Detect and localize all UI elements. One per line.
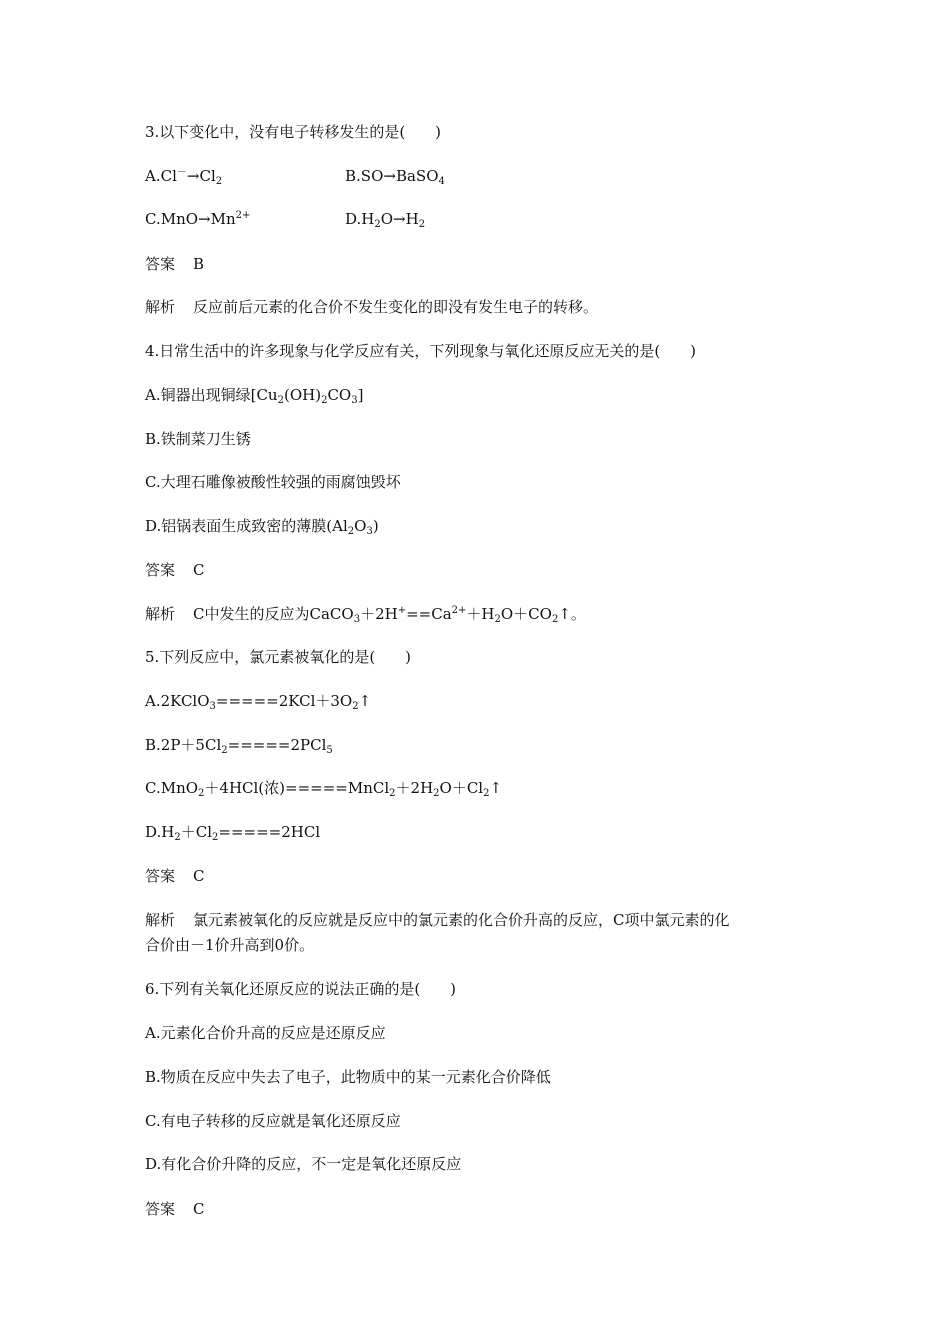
question-5-option-b: $B.2P+5Cl_2=====2PCl_5$ xyxy=(145,736,333,756)
question-3-options-cd xyxy=(145,208,745,230)
question-3-options-ab xyxy=(145,165,745,187)
question-5-option-a: $A.2KClO_3=====2KCl+3O_2↑$ xyxy=(145,692,372,712)
option-c: $C.MnO\to Mn^{2+}$ xyxy=(145,210,251,228)
question-6-option-a: A.元素化合价升高的反应是还原反应 xyxy=(145,1024,386,1042)
question-5-answer: 答案 C xyxy=(145,867,205,885)
option-b: B.SO→BaSO$_4$ xyxy=(345,167,445,187)
question-5-option-c: C.MnO$_2$＋4HCl(浓)$=====MnCl_2+2H_2O+Cl_2↑$ xyxy=(145,779,503,799)
question-4-option-a: A.铜器出现铜绿$[Cu_2(OH)_2CO_3]$ xyxy=(145,386,364,406)
question-3-answer: 答案 B xyxy=(145,255,205,273)
question-5-analysis-line-2: 合价由－1价升高到0价。 xyxy=(145,936,315,954)
question-4-stem: 4.日常生活中的许多现象与化学反应有关，下列现象与氧化还原反应无关的是( ) xyxy=(145,342,697,360)
question-6-stem: 6.下列有关氧化还原反应的说法正确的是( ) xyxy=(145,980,457,998)
question-6-option-d: D.有化合价升降的反应，不一定是氧化还原反应 xyxy=(145,1155,462,1173)
question-3-stem: 3.以下变化中，没有电子转移发生的是( ) xyxy=(145,123,442,141)
question-4-option-b: B.铁制菜刀生锈 xyxy=(145,430,251,448)
question-4-option-c: C.大理石雕像被酸性较强的雨腐蚀毁坏 xyxy=(145,473,401,491)
question-6-option-b: B.物质在反应中失去了电子，此物质中的某一元素化合价降低 xyxy=(145,1068,551,1086)
question-6-option-c: C.有电子转移的反应就是氧化还原反应 xyxy=(145,1112,401,1130)
question-4-answer: 答案 C xyxy=(145,561,205,579)
question-4-option-d: D.铝锅表面生成致密的薄膜$(Al_2O_3)$ xyxy=(145,517,379,537)
question-5-option-d: $D.H_2+Cl_2=====2HCl$ xyxy=(145,823,321,843)
question-5-analysis-line-1: 解析 氯元素被氧化的反应就是反应中的氯元素的化合价升高的反应，C项中氯元素的化 xyxy=(145,911,730,929)
question-4-analysis: 解析 C中发生的反应为$CaCO_3+2H^+==Ca^{2+}+H_2O+CO_2↑$。 xyxy=(145,605,586,625)
option-a: $A.Cl^-\to Cl_2$ xyxy=(145,167,223,187)
question-3-analysis: 解析 反应前后元素的化合价不发生变化的即没有发生电子的转移。 xyxy=(145,298,599,316)
option-d: $D.H_2O\to H_2$ xyxy=(345,210,426,230)
question-6-answer: 答案 C xyxy=(145,1200,205,1218)
question-5-stem: 5.下列反应中，氯元素被氧化的是( ) xyxy=(145,648,412,666)
